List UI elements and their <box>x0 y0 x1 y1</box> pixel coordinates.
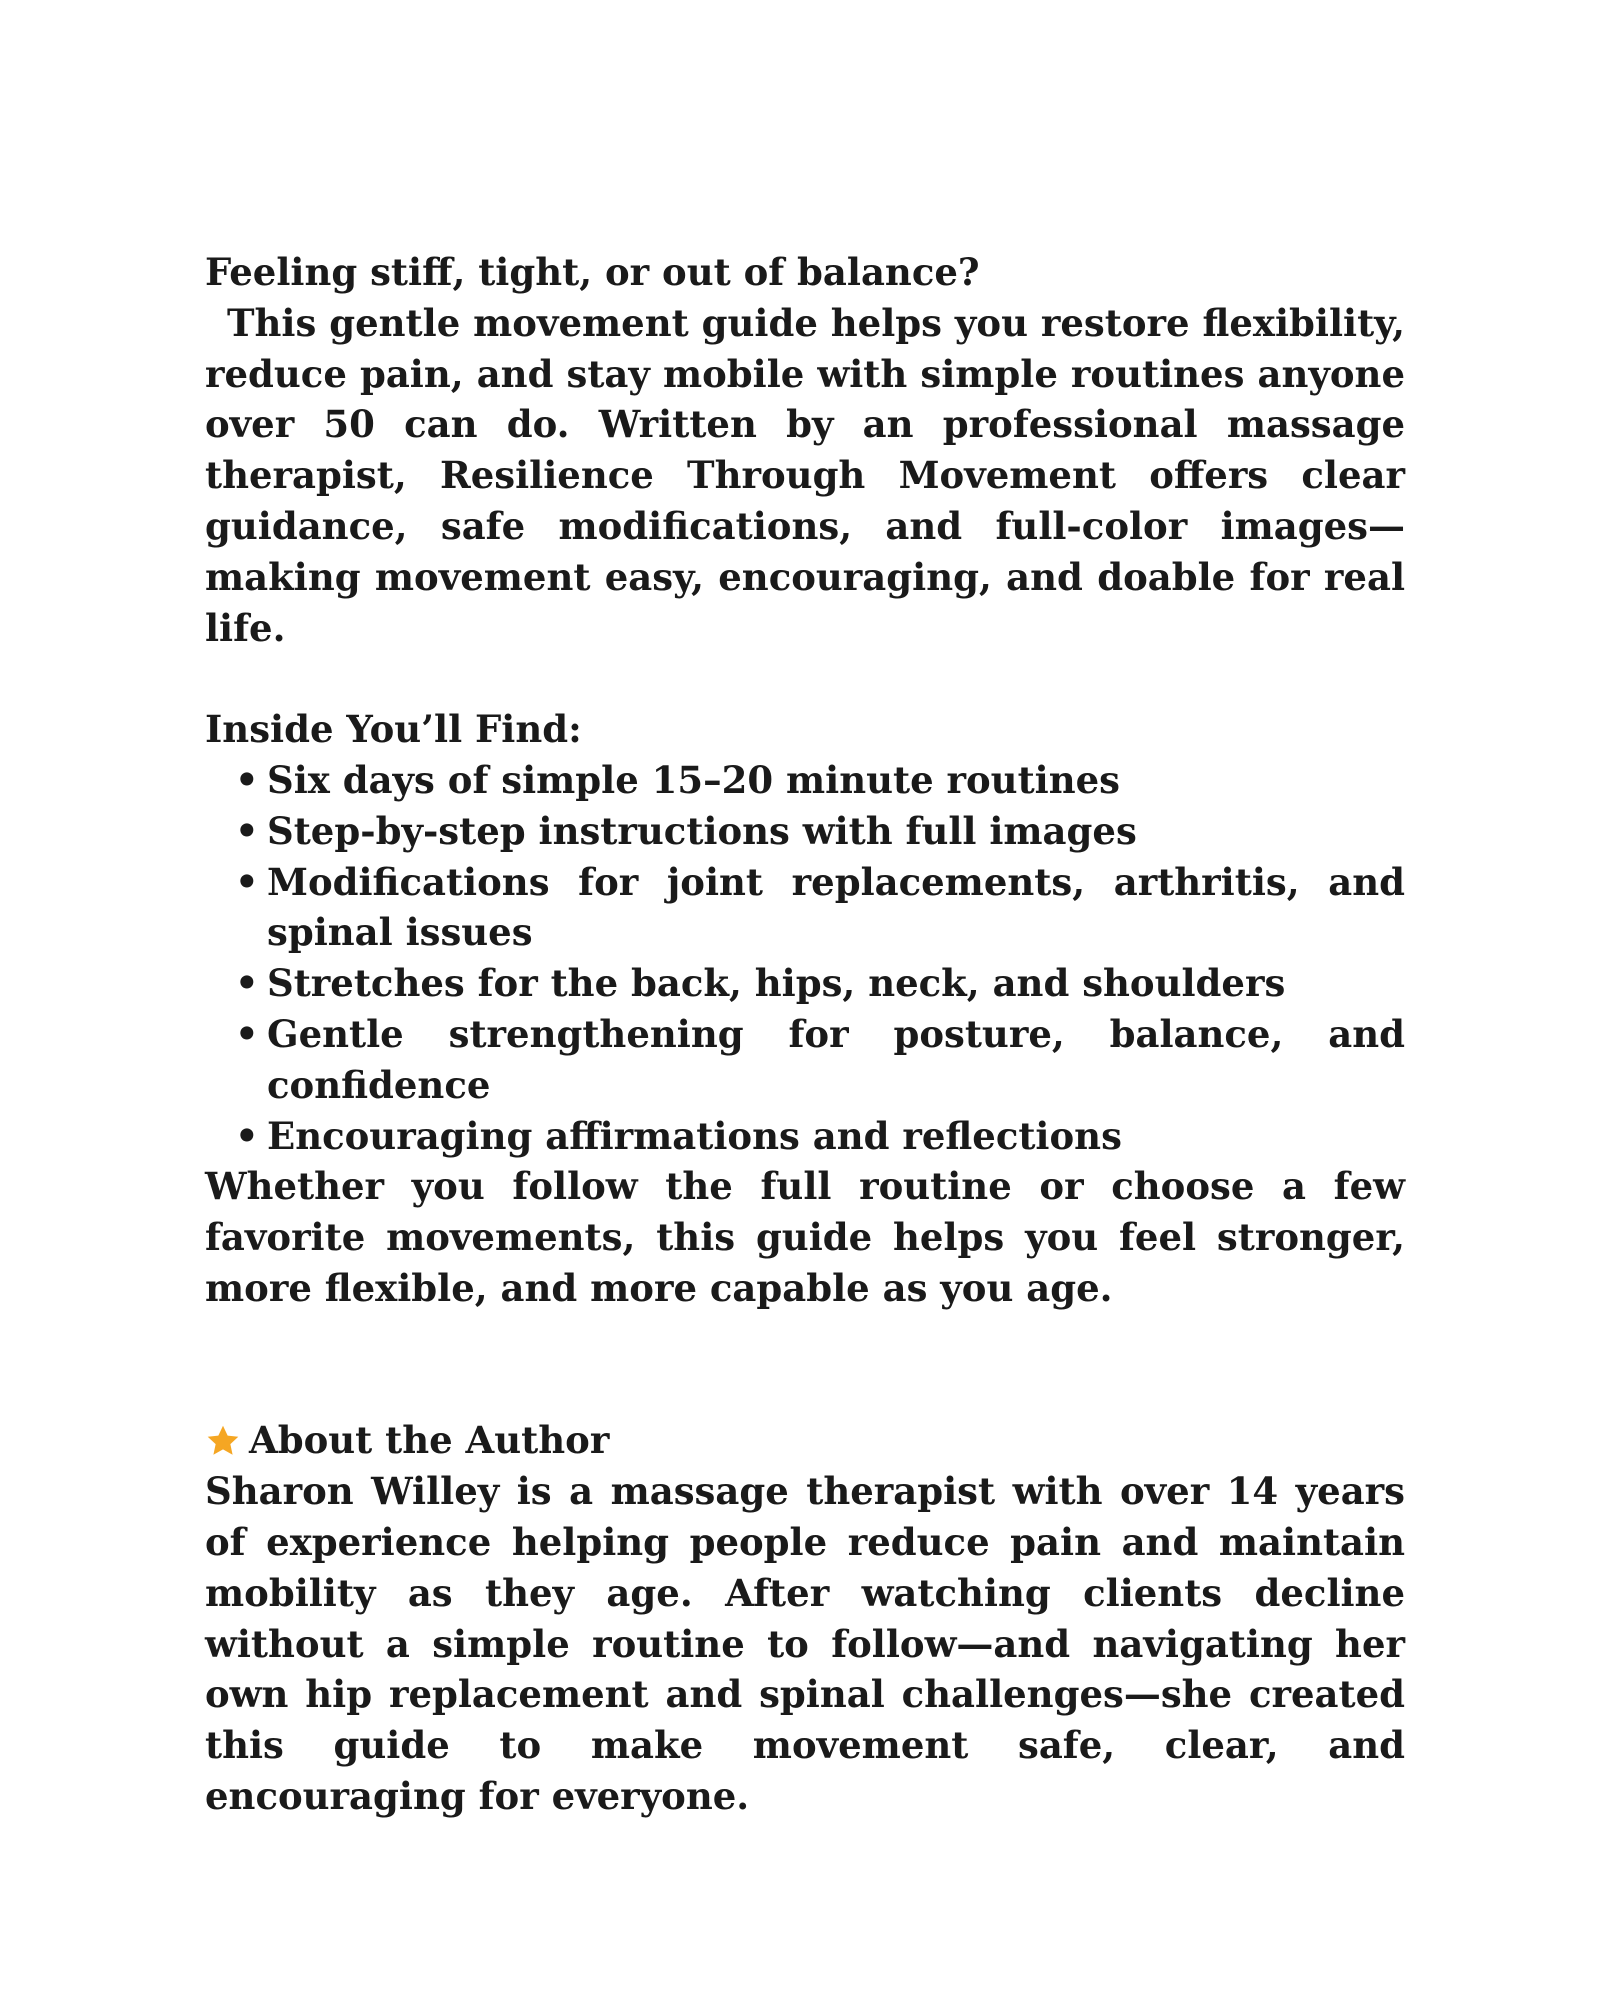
author-heading-text: About the Author <box>249 1418 610 1463</box>
list-item-text: Gentle strengthening for posture, balance, and confidence <box>267 1011 1405 1107</box>
author-bio: Sharon Willey is a massage therapist with over 14 years of experience helping people reduce pain and maintain mobility as they age. After watching clients decline without a simple routine to follow—and navigating her own hip replacement and spinal challenges—she created this guide to make movement safe, clear, and encouraging for everyone. <box>205 1469 1405 1818</box>
list-item-text: Six days of simple 15–20 minute routines <box>267 757 1121 802</box>
section-spacer <box>205 653 1405 704</box>
list-item <box>205 857 1405 959</box>
bullet-icon: • <box>235 1011 259 1056</box>
section-spacer <box>205 1314 1405 1416</box>
star-icon <box>205 1423 241 1459</box>
intro-description-text: This gentle movement guide helps you restore flexibility, reduce pain, and stay mobile with simple routines anyone over 50 can do. Written by an professional massage therapist, Resilience Through Movement offers clear guidance, safe modifications, and full-color images—making movement easy, encouraging, and doable for real life. <box>205 300 1405 650</box>
author-heading <box>205 1415 1405 1466</box>
bullet-icon: • <box>235 859 259 904</box>
list-item <box>205 806 1405 857</box>
list-item <box>205 958 1405 1009</box>
book-description <box>205 247 1405 1822</box>
list-item <box>205 1111 1405 1162</box>
intro-description <box>205 298 1405 654</box>
bullet-icon: • <box>235 1113 259 1158</box>
list-item-text: Stretches for the back, hips, neck, and shoulders <box>267 961 1286 1006</box>
list-item-text: Modifications for joint replacements, arthritis, and spinal issues <box>267 859 1405 955</box>
intro-question: Feeling stiff, tight, or out of balance? <box>205 250 980 294</box>
inside-heading: Inside You’ll Find: <box>205 707 582 752</box>
list-item <box>205 755 1405 806</box>
list-item-text: Encouraging affirmations and reflections <box>267 1113 1122 1158</box>
bullet-icon: • <box>235 808 259 853</box>
bullet-icon: • <box>235 757 259 802</box>
inside-closing: Whether you follow the full routine or choose a few favorite movements, this guide helps you feel stronger, more flexible, and more capable as you age. <box>205 1164 1405 1310</box>
list-item <box>205 1009 1405 1111</box>
bullet-icon: • <box>235 961 259 1006</box>
list-item-text: Step-by-step instructions with full images <box>267 808 1137 853</box>
feature-list <box>205 755 1405 1161</box>
